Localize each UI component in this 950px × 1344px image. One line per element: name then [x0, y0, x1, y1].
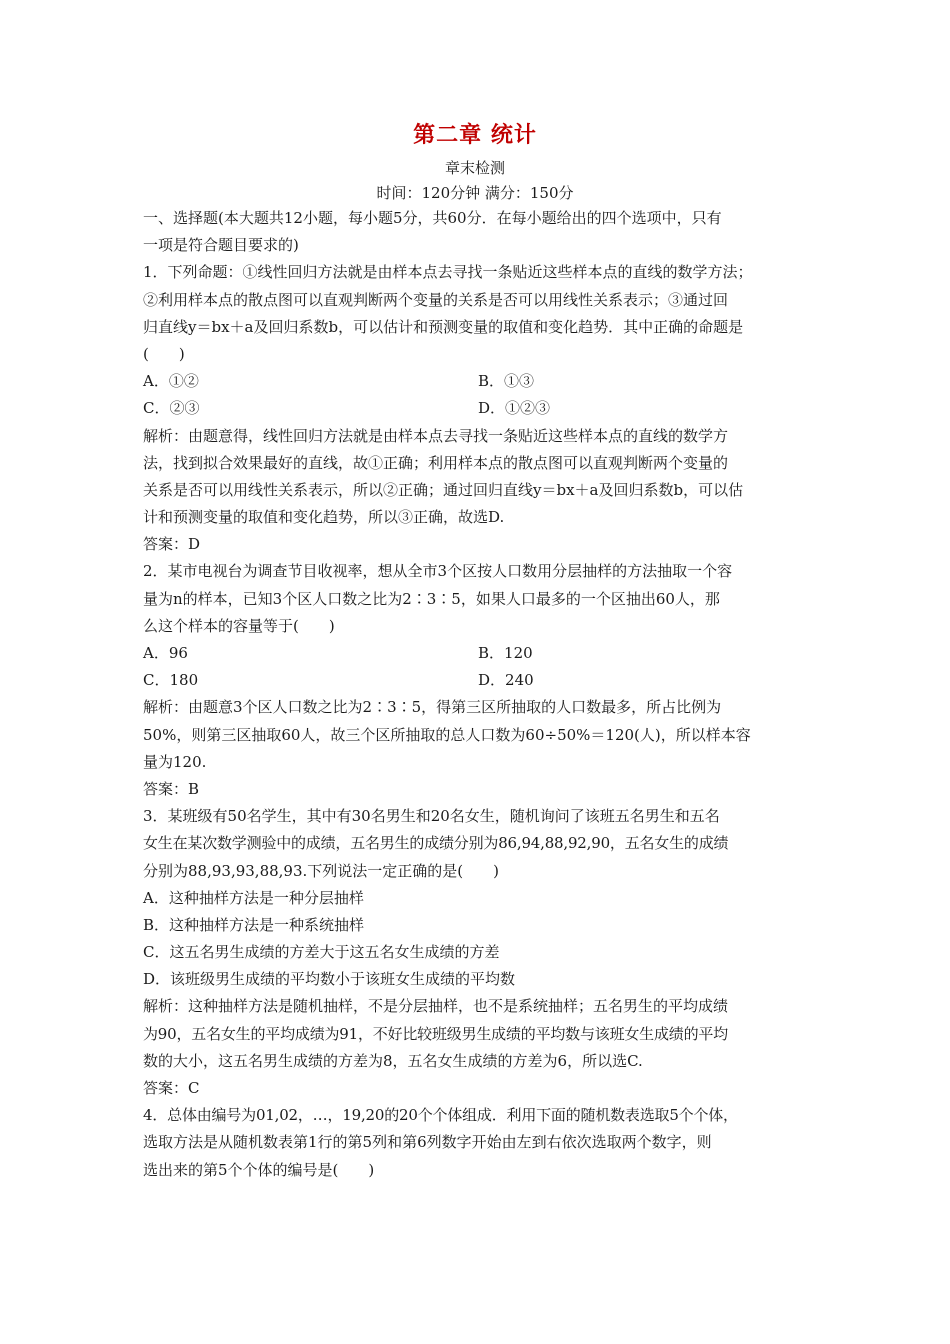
option-c: C．180	[143, 671, 199, 690]
analysis-line: 计和预测变量的取值和变化趋势，所以③正确，故选D.	[143, 508, 505, 527]
section-heading-line: 一项是符合题目要求的)	[143, 236, 299, 255]
question-4-line: 选取方法是从随机数表第1行的第5列和第6列数字开始由左到右依次选取两个数字，则	[143, 1133, 712, 1152]
question-1-line: 1．下列命题：①线性回归方法就是由样本点去寻找一条贴近这些样本点的直线的数学方法；	[143, 263, 753, 282]
option-d: D．该班级男生成绩的平均数小于该班女生成绩的平均数	[143, 970, 516, 989]
section-heading-line: 一、选择题(本大题共12小题，每小题5分，共60分．在每小题给出的四个选项中，只有	[143, 209, 722, 227]
analysis-line: 50%，则第三区抽取60人，故三个区所抽取的总人口数为60÷50%＝120(人)，所以样本容	[143, 725, 751, 744]
chapter-title: 第二章 统计	[413, 122, 537, 148]
analysis-line: 量为120.	[143, 752, 207, 771]
question-1-line: 归直线y＝bx＋a及回归系数b，可以估计和预测变量的取值和变化趋势．其中正确的命题是	[143, 317, 744, 336]
question-2-options-row	[143, 667, 813, 694]
analysis-line: 为90，五名女生的平均成绩为91，不好比较班级男生成绩的平均数与该班女生成绩的平均	[143, 1024, 728, 1043]
option-d: D．①②③	[478, 399, 551, 418]
analysis-line: 法，找到拟合效果最好的直线，故①正确；利用样本点的散点图可以直观判断两个变量的	[143, 453, 729, 472]
question-2-line: 么这个样本的容量等于( )	[143, 616, 335, 635]
option-c: C．这五名男生成绩的方差大于这五名女生成绩的方差	[143, 943, 500, 962]
subtitle: 章末检测	[444, 159, 505, 177]
answer: 答案：D	[143, 535, 201, 554]
question-2-line: 2．某市电视台为调查节目收视率，想从全市3个区按人口数用分层抽样的方法抽取一个容	[143, 562, 733, 581]
question-1-line: ( )	[143, 344, 185, 363]
analysis-line: 关系是否可以用线性关系表示，所以②正确；通过回归直线y＝bx＋a及回归系数b，可以估	[143, 480, 744, 499]
option-b: B．①③	[478, 372, 535, 391]
time-info: 时间：120分钟 满分：150分	[376, 184, 574, 202]
question-3-line: 3．某班级有50名学生，其中有30名男生和20名女生，随机询问了该班五名男生和五名	[143, 807, 720, 826]
question-1-options-row	[143, 395, 813, 422]
question-3-line: 分别为88,93,93,88,93.下列说法一定正确的是( )	[143, 861, 499, 880]
analysis-line: 解析：这种抽样方法是随机抽样，不是分层抽样，也不是系统抽样；五名男生的平均成绩	[143, 997, 729, 1016]
analysis-line: 解析：由题意3个区人口数之比为2∶3∶5，得第三区所抽取的人口数最多，所占比例为	[143, 698, 722, 717]
question-2-options-row	[143, 640, 813, 667]
question-3-line: 女生在某次数学测验中的成绩，五名男生的成绩分别为86,94,88,92,90，五名女生的成绩	[143, 834, 729, 853]
option-b: B．这种抽样方法是一种系统抽样	[143, 915, 365, 934]
option-a: A．这种抽样方法是一种分层抽样	[143, 888, 364, 907]
question-1-options-row	[143, 368, 813, 395]
analysis-line: 解析：由题意得，线性回归方法就是由样本点去寻找一条贴近这些样本点的直线的数学方	[143, 426, 729, 445]
option-d: D．240	[478, 671, 534, 690]
option-a: A．96	[143, 644, 188, 662]
content	[143, 205, 813, 1184]
question-4-line: 选出来的第5个个体的编号是( )	[143, 1160, 375, 1179]
answer: 答案：C	[143, 1079, 200, 1097]
option-b: B．120	[478, 644, 533, 662]
question-2-line: 量为n的样本，已知3个区人口数之比为2∶3∶5，如果人口最多的一个区抽出60人，那	[143, 589, 720, 608]
question-4-line: 4．总体由编号为01,02，…，19,20的20个个体组成．利用下面的随机数表选取5个个体，	[143, 1106, 738, 1125]
answer: 答案：B	[143, 779, 200, 798]
option-a: A．①②	[143, 372, 199, 391]
question-1-line: ②利用样本点的散点图可以直观判断两个变量的关系是否可以用线性关系表示；③通过回	[143, 290, 729, 309]
option-c: C．②③	[143, 399, 200, 418]
analysis-line: 数的大小，这五名男生成绩的方差为8，五名女生成绩的方差为6，所以选C.	[143, 1051, 643, 1070]
